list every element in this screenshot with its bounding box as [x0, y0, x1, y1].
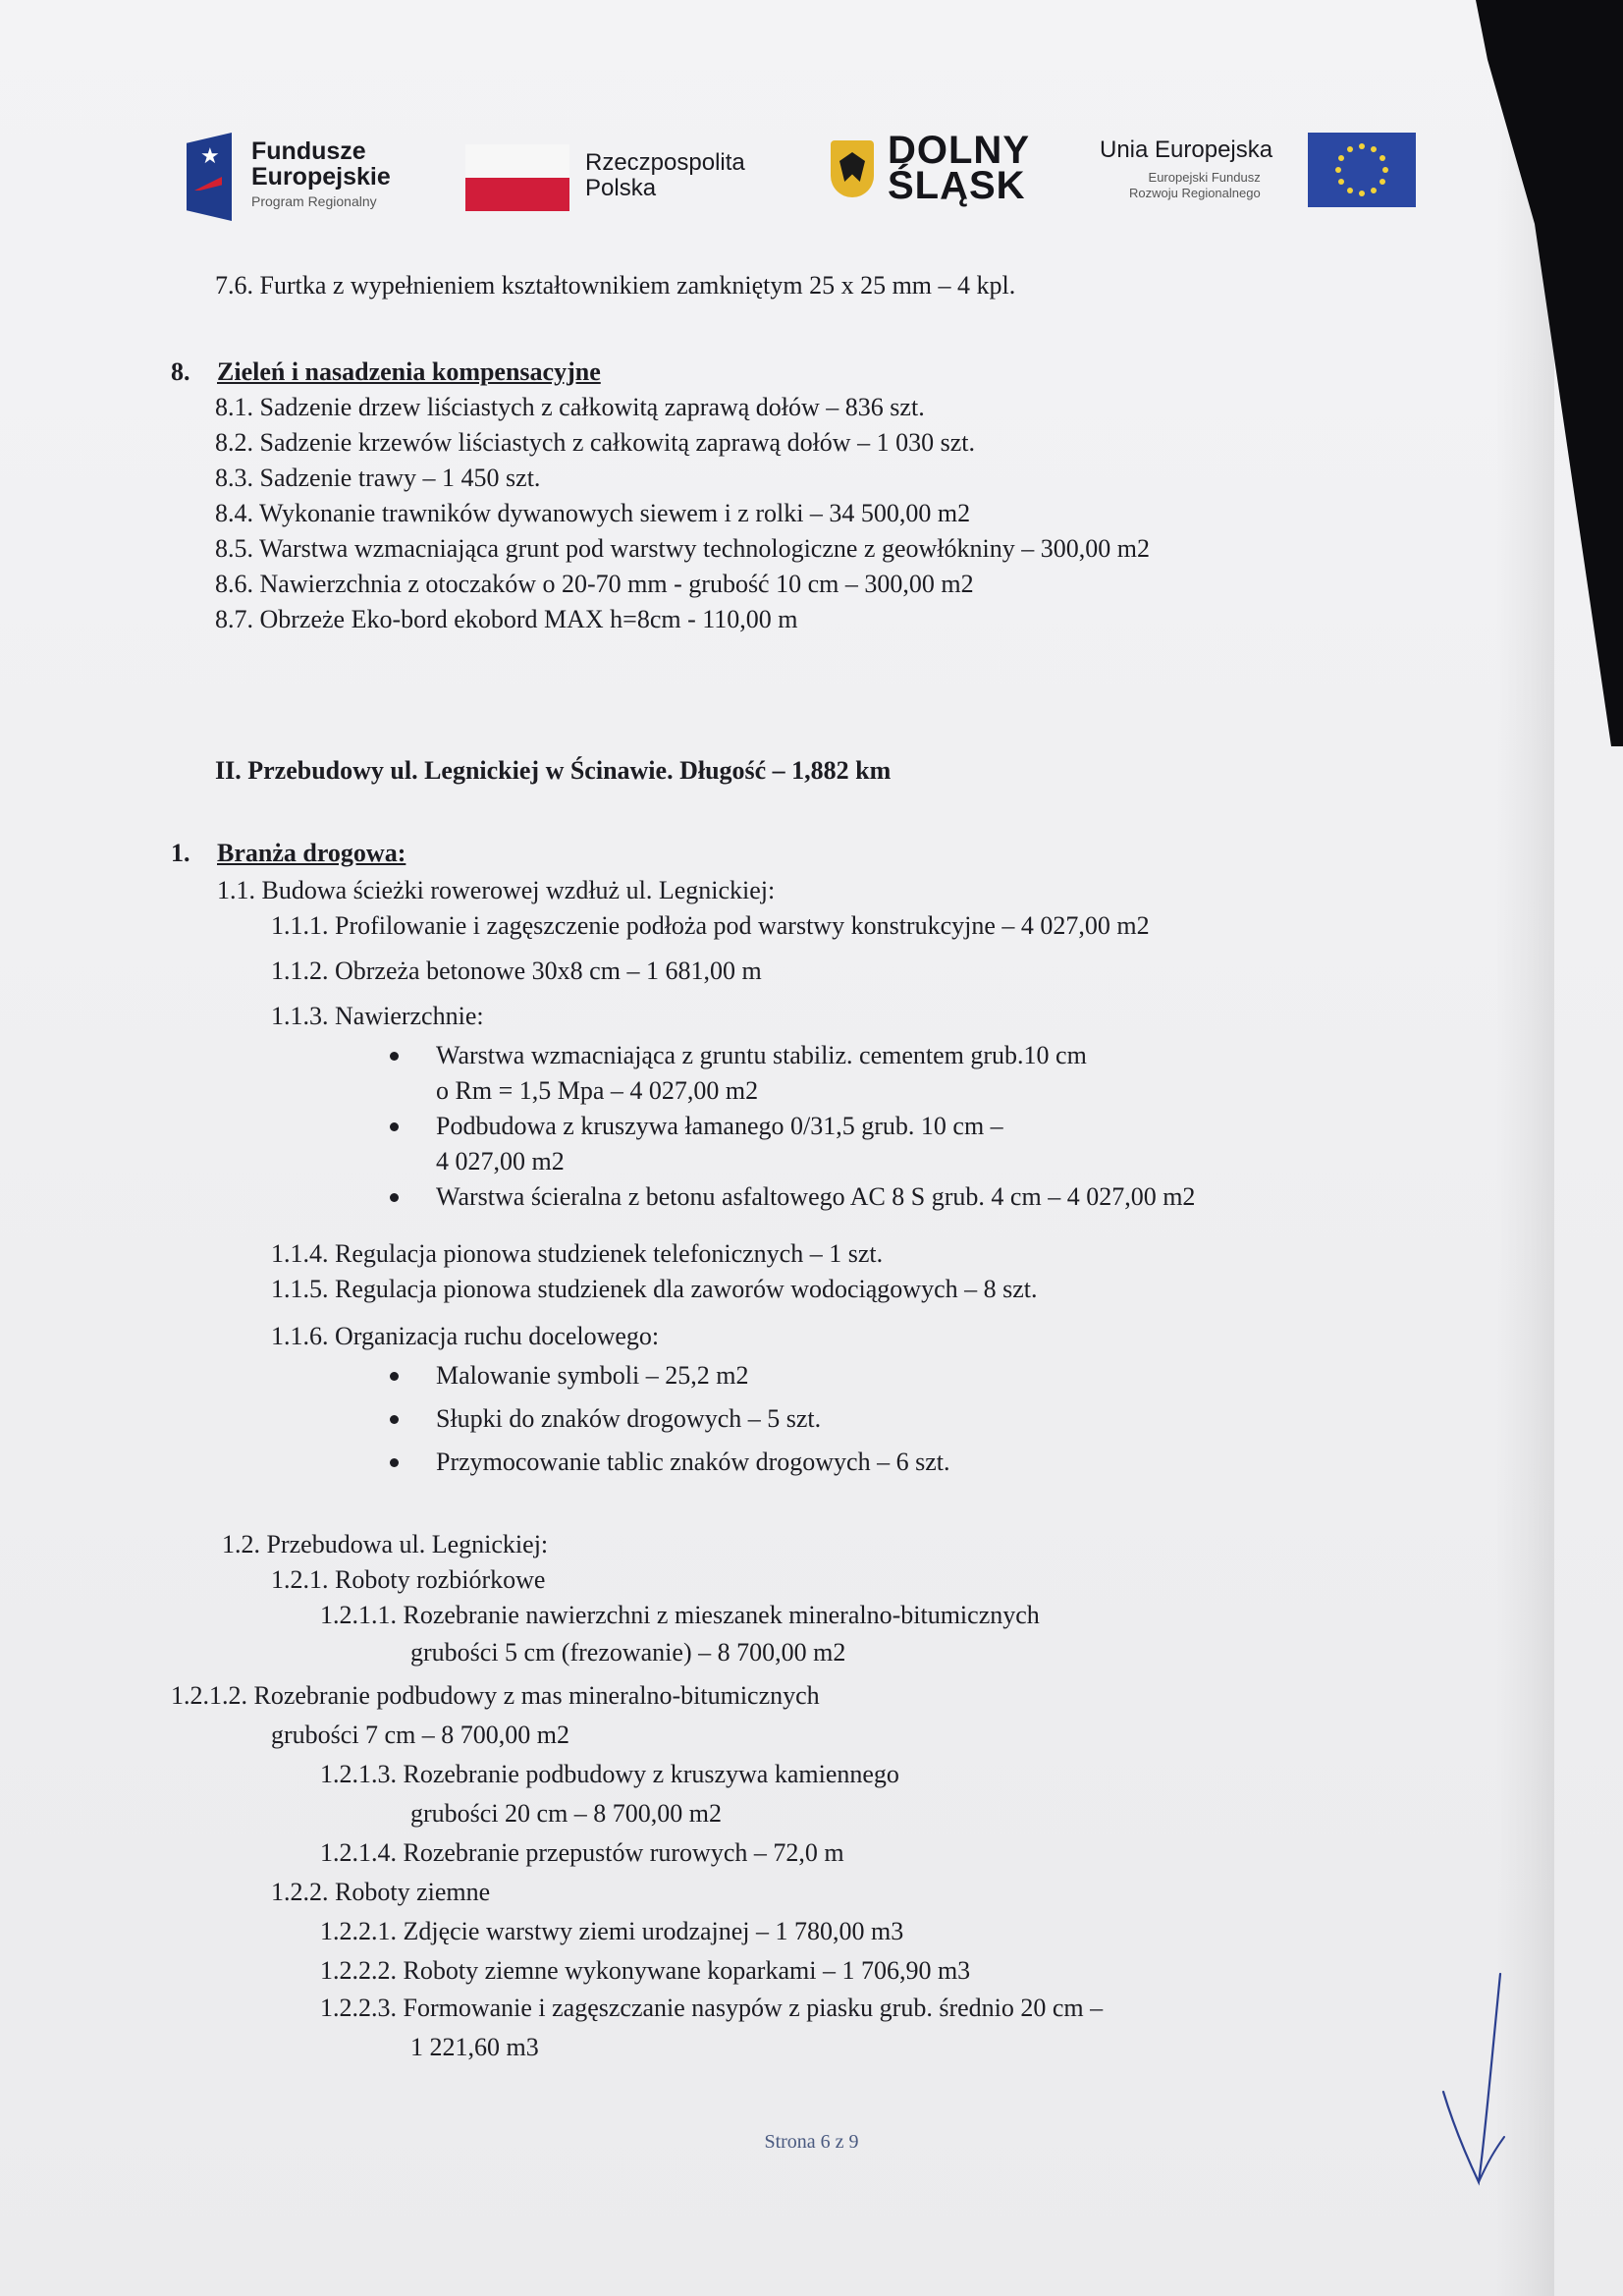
eu-sub-line1: Europejski Fundusz — [1148, 170, 1261, 185]
ds-line2: ŚLĄSK — [888, 164, 1026, 207]
bullet-icon — [390, 1193, 399, 1202]
fe-title-line2: Europejskie — [251, 163, 391, 191]
page-number: Strona 6 z 9 — [764, 2131, 859, 2153]
eu-star-icon — [1359, 143, 1365, 149]
item-1-1-5: 1.1.5. Regulacja pionowa studzienek dla zaworów wodociągowych – 8 szt. — [271, 1275, 1038, 1303]
item-1-1-2: 1.1.2. Obrzeża betonowe 30x8 cm – 1 681,00 m — [271, 957, 762, 985]
item-8-4: 8.4. Wykonanie trawników dywanowych siewem i z rolki – 34 500,00 m2 — [215, 499, 971, 527]
bullet-icon — [390, 1122, 399, 1131]
rp-line2: Polska — [585, 175, 657, 201]
item-8-5: 8.5. Warstwa wzmacniająca grunt pod warstwy technologiczne z geowłókniny – 300,00 m2 — [215, 534, 1150, 563]
fundusze-europejskie-logo — [187, 123, 422, 221]
bullet-icon — [390, 1415, 399, 1424]
item-1-1: 1.1. Budowa ścieżki rowerowej wzdłuż ul. Legnickiej: — [217, 876, 776, 904]
item-1-2: 1.2. Przebudowa ul. Legnickiej: — [222, 1530, 549, 1558]
eu-title: Unia Europejska — [1100, 137, 1273, 163]
bullet-warstwa-wzmacniajaca-cont: o Rm = 1,5 Mpa – 4 027,00 m2 — [436, 1076, 759, 1105]
eu-star-icon — [1380, 155, 1385, 161]
eu-star-icon — [1347, 146, 1353, 152]
bullet-warstwa-scieralna: Warstwa ścieralna z betonu asfaltowego AC 8 S grub. 4 cm – 4 027,00 m2 — [436, 1182, 1196, 1211]
item-8-7: 8.7. Obrzeże Eko-bord ekobord MAX h=8cm - 110,00 m — [215, 605, 798, 633]
section-8-number: 8. — [171, 357, 190, 386]
bullet-podbudowa: Podbudowa z kruszywa łamanego 0/31,5 grub. 10 cm – — [436, 1112, 1003, 1140]
eu-star-icon — [1371, 146, 1377, 152]
item-7-6: 7.6. Furtka z wypełnieniem kształtownikiem zamkniętym 25 x 25 mm – 4 kpl. — [215, 271, 1016, 300]
section-1-heading: Branża drogowa: — [217, 839, 406, 867]
item-1-1-4: 1.1.4. Regulacja pionowa studzienek telefonicznych – 1 szt. — [271, 1239, 884, 1268]
section-8-heading: Zieleń i nasadzenia kompensacyjne — [217, 357, 601, 386]
rzeczpospolita-polska-logo — [465, 123, 745, 221]
handwritten-initial-mark — [1435, 1964, 1514, 2190]
eu-star-icon — [1382, 167, 1388, 173]
bullet-malowanie: Malowanie symboli – 25,2 m2 — [436, 1361, 749, 1390]
item-1-2-1-3: 1.2.1.3. Rozebranie podbudowy z kruszywa kamiennego — [320, 1760, 899, 1788]
eu-sub-line2: Rozwoju Regionalnego — [1129, 186, 1261, 200]
item-1-2-1-1: 1.2.1.1. Rozebranie nawierzchni z mieszanek mineralno-bitumicznych — [320, 1601, 1040, 1629]
fe-subtitle: Program Regionalny — [251, 193, 377, 209]
item-1-1-3: 1.1.3. Nawierzchnie: — [271, 1002, 484, 1030]
eu-star-icon — [1338, 179, 1344, 185]
rp-text — [585, 150, 745, 201]
eu-star-icon — [1347, 188, 1353, 193]
fe-title — [251, 138, 391, 190]
unia-europejska-logo — [1100, 123, 1424, 221]
item-1-2-1-2-cont: grubości 7 cm – 8 700,00 m2 — [271, 1721, 570, 1749]
item-1-1-1: 1.1.1. Profilowanie i zagęszczenie podłoża pod warstwy konstrukcyjne – 4 027,00 m2 — [271, 911, 1150, 940]
fe-star-icon: ★ — [200, 144, 220, 169]
item-1-2-1-4: 1.2.1.4. Rozebranie przepustów rurowych – 72,0 m — [320, 1838, 844, 1867]
eu-subtitle — [1129, 170, 1261, 201]
item-1-2-2-3: 1.2.2.3. Formowanie i zagęszczanie nasypów z piasku grub. średnio 20 cm – — [320, 1994, 1104, 2022]
item-1-2-1-1-cont: grubości 5 cm (frezowanie) – 8 700,00 m2 — [410, 1638, 846, 1667]
rp-line1: Rzeczpospolita — [585, 149, 745, 176]
ds-line1: DOLNY — [888, 129, 1030, 172]
item-1-2-2-2: 1.2.2.2. Roboty ziemne wykonywane koparkami – 1 706,90 m3 — [320, 1956, 971, 1985]
bullet-podbudowa-cont: 4 027,00 m2 — [436, 1147, 565, 1175]
header-logos — [187, 123, 1424, 231]
eu-star-icon — [1380, 179, 1385, 185]
item-1-2-1: 1.2.1. Roboty rozbiórkowe — [271, 1565, 546, 1594]
item-1-2-2-3-cont: 1 221,60 m3 — [410, 2033, 539, 2061]
bullet-tablice: Przymocowanie tablic znaków drogowych – 6 szt. — [436, 1448, 950, 1476]
polish-flag-icon — [465, 144, 569, 211]
page-fold-shadow — [1495, 0, 1554, 2296]
eu-star-icon — [1371, 188, 1377, 193]
bullet-slupki: Słupki do znaków drogowych – 5 szt. — [436, 1404, 822, 1433]
section-1-number: 1. — [171, 839, 190, 867]
bullet-icon — [390, 1458, 399, 1467]
item-1-2-2-1: 1.2.2.1. Zdjęcie warstwy ziemi urodzajnej – 1 780,00 m3 — [320, 1917, 904, 1945]
bullet-icon — [390, 1372, 399, 1381]
ds-text — [888, 129, 1030, 207]
bullet-warstwa-wzmacniajaca: Warstwa wzmacniająca z gruntu stabiliz. cementem grub.10 cm — [436, 1041, 1087, 1069]
item-8-2: 8.2. Sadzenie krzewów liściastych z całkowitą zaprawą dołów – 1 030 szt. — [215, 428, 975, 457]
item-1-2-2: 1.2.2. Roboty ziemne — [271, 1878, 491, 1906]
fe-title-line1: Fundusze — [251, 137, 366, 165]
part-ii-heading: II. Przebudowy ul. Legnickiej w Ścinawie. Długość – 1,882 km — [215, 756, 892, 785]
item-1-2-1-3-cont: grubości 20 cm – 8 700,00 m2 — [410, 1799, 723, 1828]
item-1-2-1-2: 1.2.1.2. Rozebranie podbudowy z mas mineralno-bitumicznych — [171, 1681, 820, 1710]
dolny-slask-logo — [831, 123, 1086, 221]
eu-star-icon — [1335, 167, 1341, 173]
eu-flag-icon — [1308, 133, 1416, 207]
item-1-1-6: 1.1.6. Organizacja ruchu docelowego: — [271, 1322, 660, 1350]
item-8-6: 8.6. Nawierzchnia z otoczaków o 20-70 mm - grubość 10 cm – 300,00 m2 — [215, 570, 974, 598]
item-8-3: 8.3. Sadzenie trawy – 1 450 szt. — [215, 464, 541, 492]
bullet-icon — [390, 1052, 399, 1061]
eu-star-icon — [1359, 191, 1365, 196]
eu-star-icon — [1338, 155, 1344, 161]
item-8-1: 8.1. Sadzenie drzew liściastych z całkowitą zaprawą dołów – 836 szt. — [215, 393, 925, 421]
